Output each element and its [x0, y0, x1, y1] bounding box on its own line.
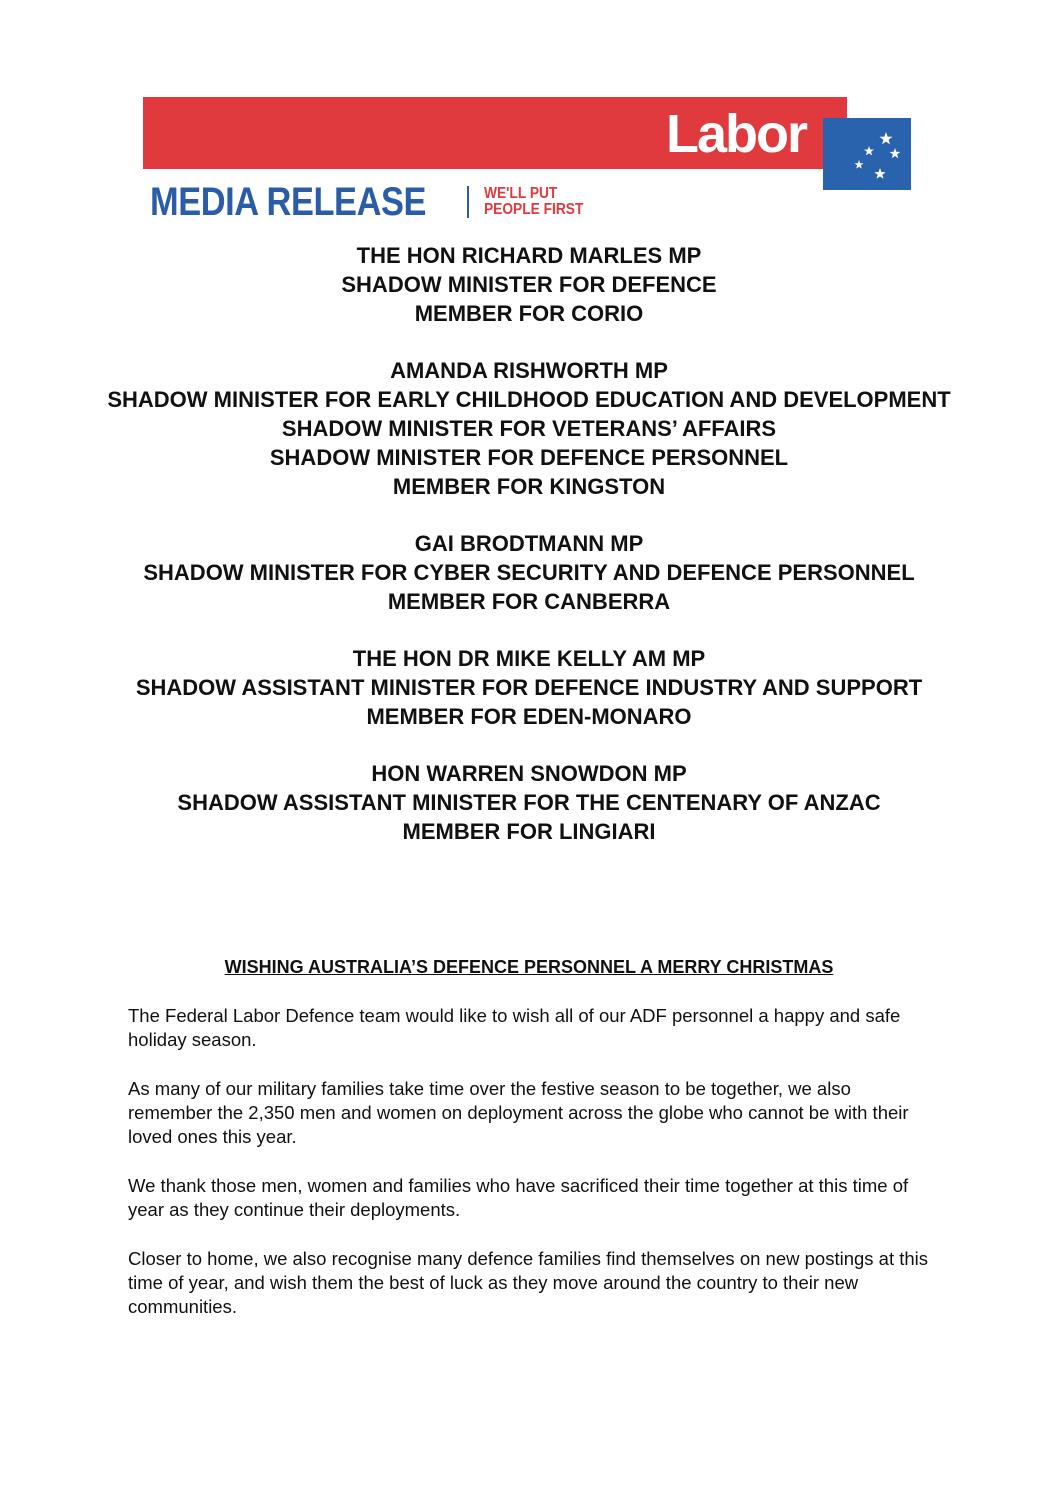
minister-portfolio: SHADOW MINISTER FOR DEFENCE [341, 272, 717, 297]
release-body [128, 1004, 934, 1344]
minister-electorate: MEMBER FOR EDEN-MONARO [366, 704, 692, 729]
minister-electorate: MEMBER FOR LINGIARI [402, 819, 656, 844]
minister-electorate: MEMBER FOR KINGSTON [392, 474, 666, 499]
minister-electorate: MEMBER FOR CORIO [414, 301, 644, 326]
minister-portfolio: SHADOW ASSISTANT MINISTER FOR DEFENCE INDUSTRY AND SUPPORT [135, 675, 923, 700]
minister-block [100, 644, 958, 731]
minister-portfolio: SHADOW MINISTER FOR CYBER SECURITY AND DEFENCE PERSONNEL [143, 560, 915, 585]
labor-logo-text: Labor [666, 104, 807, 164]
ministers-list [100, 241, 958, 874]
minister-portfolio: SHADOW MINISTER FOR EARLY CHILDHOOD EDUCATION AND DEVELOPMENT [107, 387, 951, 412]
body-paragraph: As many of our military families take time over the festive season to be together, we also remember the 2,350 men and women on deployment across the globe who cannot be with their loved ones this year. [128, 1078, 909, 1147]
minister-block [100, 241, 958, 328]
minister-block [100, 759, 958, 846]
slogan-line-1: WE'LL PUT [484, 185, 558, 202]
southern-cross-icon [823, 118, 911, 190]
media-release-title: MEDIA RELEASE [150, 180, 427, 224]
minister-block [100, 529, 958, 616]
minister-portfolio: SHADOW MINISTER FOR DEFENCE PERSONNEL [269, 445, 789, 470]
slogan [484, 186, 604, 218]
release-headline: WISHING AUSTRALIA’S DEFENCE PERSONNEL A MERRY CHRISTMAS [224, 957, 834, 977]
minister-name: HON WARREN SNOWDON MP [371, 761, 687, 786]
slogan-line-2: PEOPLE FIRST [484, 201, 584, 218]
body-paragraph: The Federal Labor Defence team would like to wish all of our ADF personnel a happy and safe holiday season. [128, 1005, 901, 1050]
minister-name: THE HON RICHARD MARLES MP [356, 243, 702, 268]
minister-name: THE HON DR MIKE KELLY AM MP [352, 646, 706, 671]
minister-block [100, 356, 958, 501]
minister-electorate: MEMBER FOR CANBERRA [387, 589, 671, 614]
minister-name: AMANDA RISHWORTH MP [390, 358, 668, 383]
media-release-header [0, 0, 1058, 230]
minister-portfolio: SHADOW MINISTER FOR VETERANS’ AFFAIRS [281, 416, 777, 441]
body-paragraph: Closer to home, we also recognise many defence families find themselves on new postings at this time of year, and wish them the best of luck as they move around the country to their new communities. [128, 1248, 929, 1317]
minister-name: GAI BRODTMANN MP [414, 531, 644, 556]
body-paragraph: We thank those men, women and families who have sacrificed their time together at this time of year as they continue their deployments. [128, 1175, 909, 1220]
minister-portfolio: SHADOW ASSISTANT MINISTER FOR THE CENTENARY OF ANZAC [177, 790, 881, 815]
header-divider [467, 186, 469, 218]
